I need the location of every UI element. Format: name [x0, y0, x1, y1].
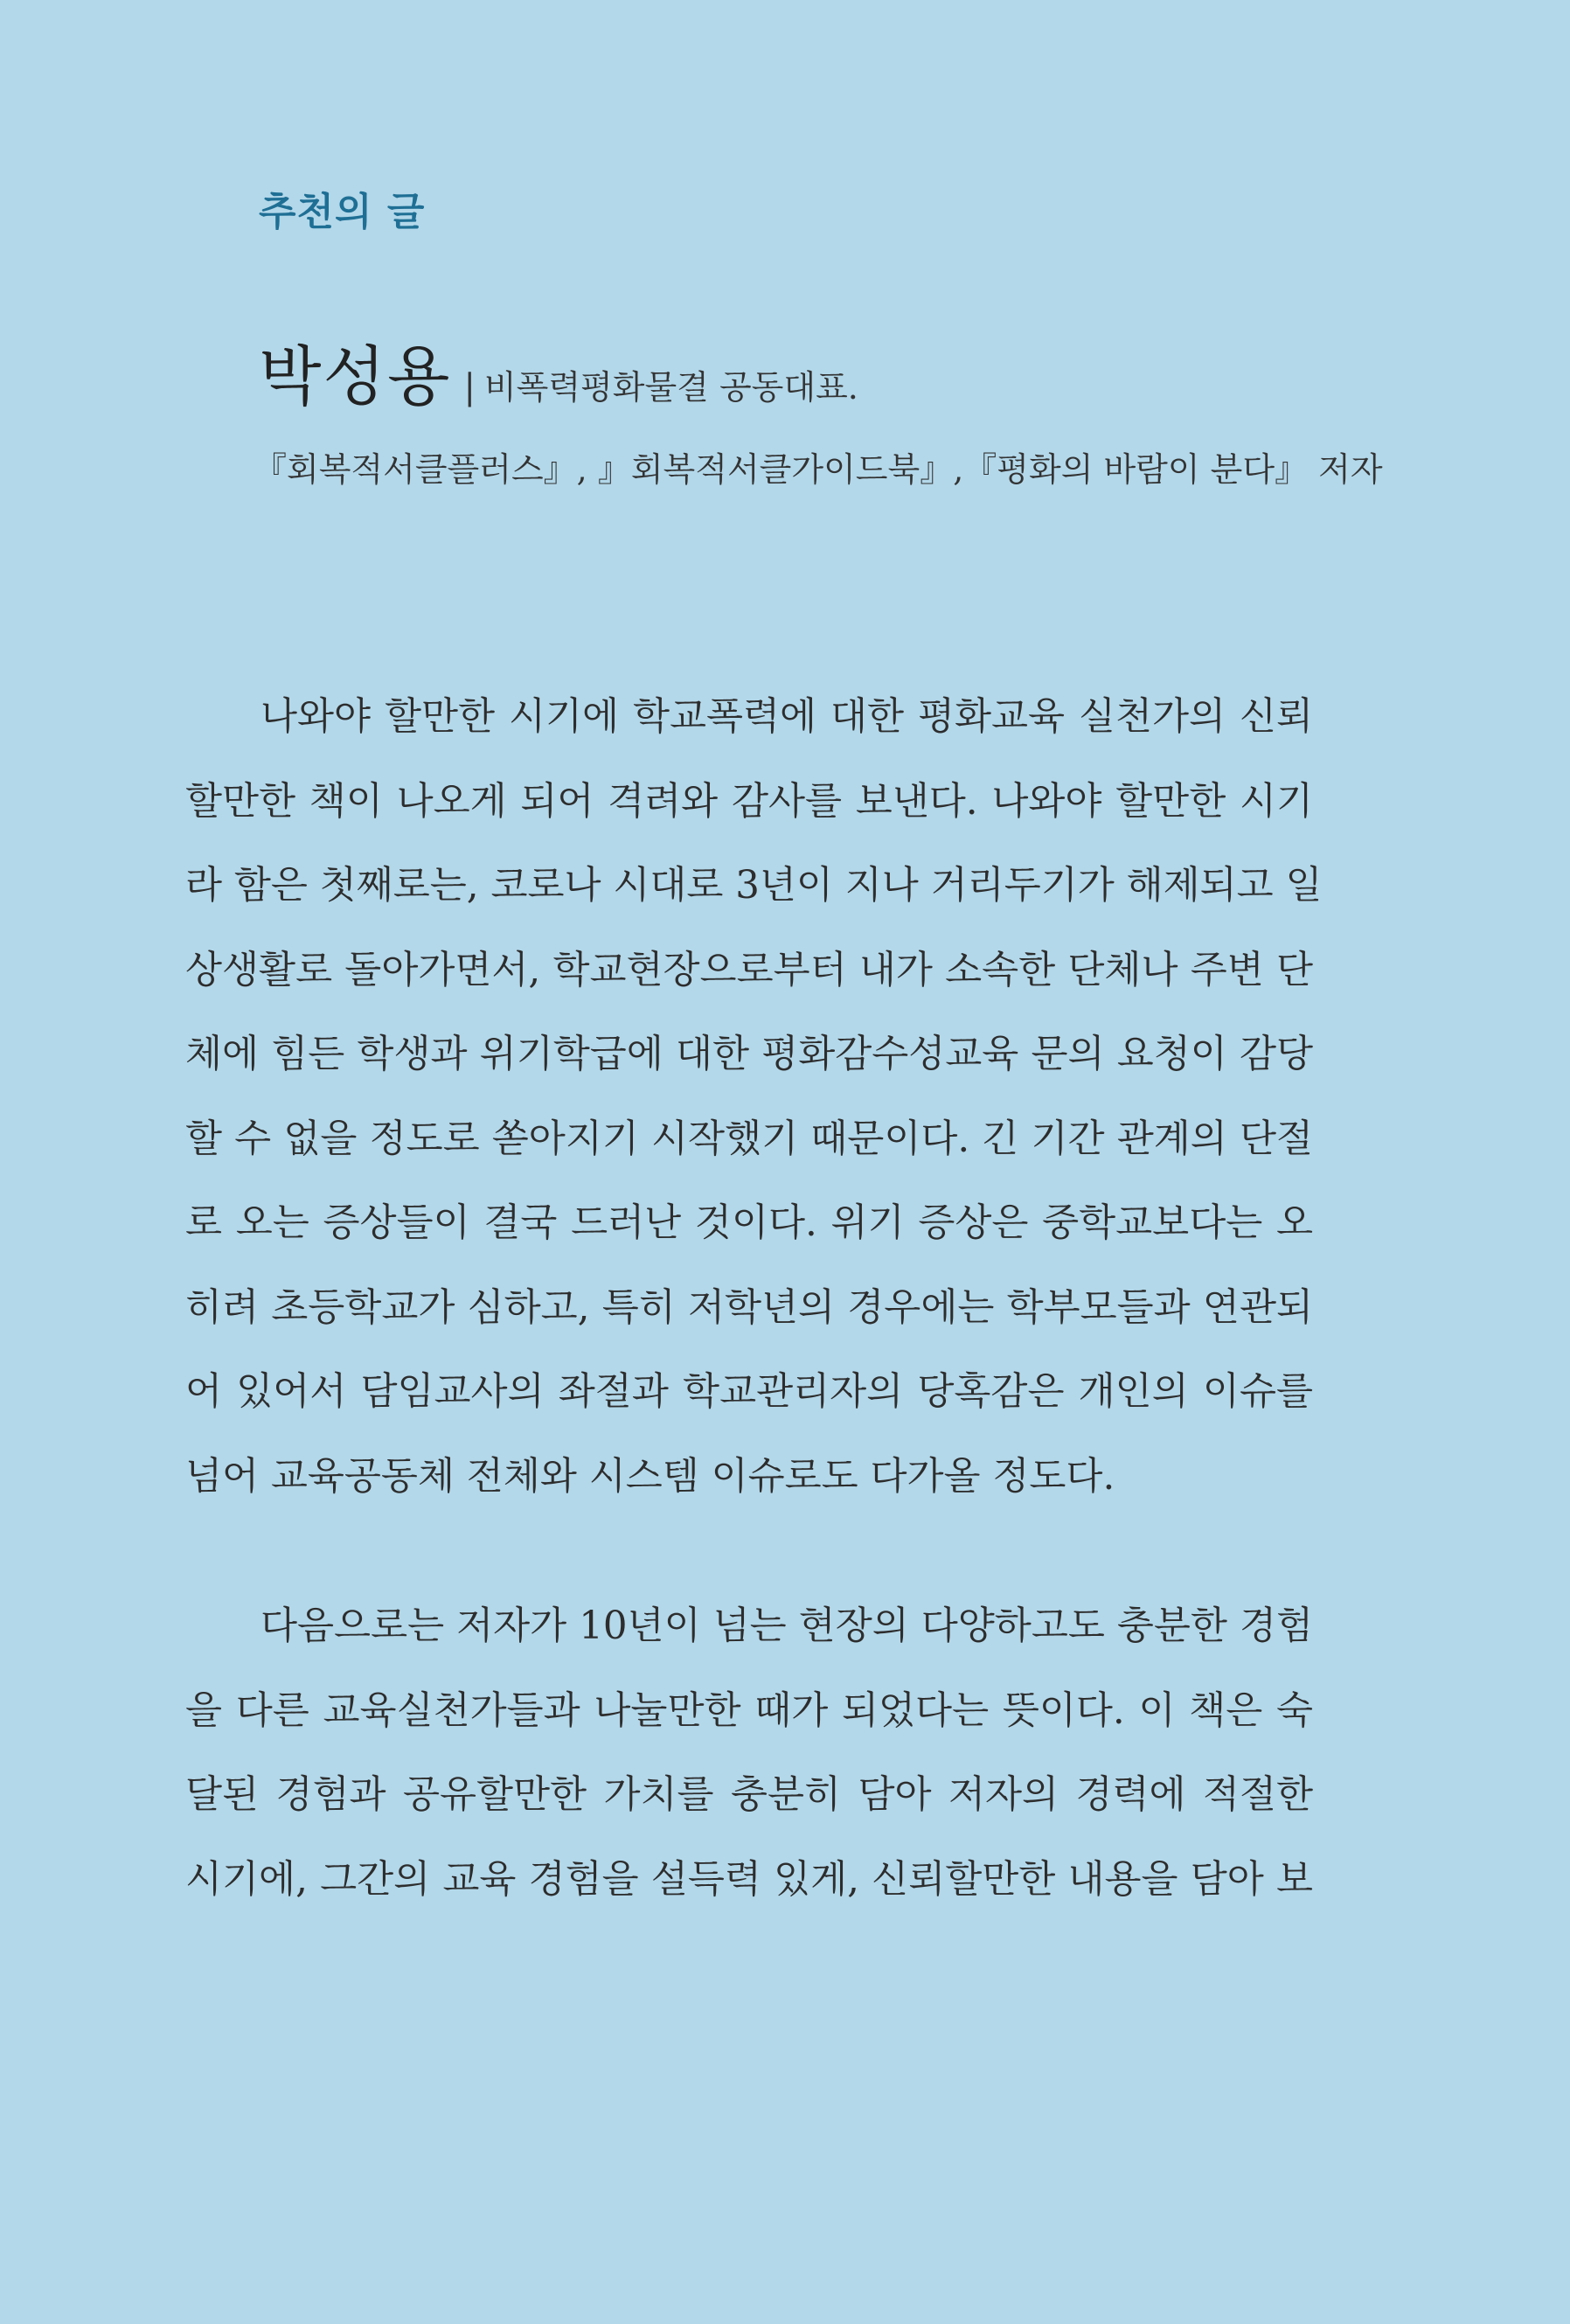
paragraph-line: 다음으로는 저자가 10년이 넘는 현장의 다양하고도 충분한 경험	[261, 1604, 1313, 1648]
paragraph-line: 시기에, 그간의 교육 경험을 설득력 있게, 신뢰할만한 내용을 담아 보	[185, 1857, 1313, 1902]
body-paragraph	[185, 1584, 1313, 1922]
paragraph-line: 을 다른 교육실천가들과 나눌만한 때가 되었다는 뜻이다. 이 책은 숙	[185, 1688, 1313, 1733]
paragraph-line: 상생활로 돌아가면서, 학교현장으로부터 내가 소속한 단체나 주변 단	[185, 948, 1313, 992]
author-line	[259, 325, 858, 418]
paragraph-line: 히려 초등학교가 심하고, 특히 저학년의 경우에는 학부모들과 연관되	[185, 1285, 1313, 1330]
paragraph-line: 로 오는 증상들이 결국 드러난 것이다. 위기 증상은 중학교보다는 오	[185, 1201, 1313, 1245]
author-books: 『회복적서클플러스』, 』회복적서클가이드북』,『평화의 바람이 분다』 저자	[254, 450, 1383, 489]
author-name: 박성용	[259, 339, 452, 414]
paragraph-line: 체에 힘든 학생과 위기학급에 대한 평화감수성교육 문의 요청이 감당	[185, 1033, 1313, 1076]
paragraph-line: 할만한 책이 나오게 되어 격려와 감사를 보낸다. 나와야 할만한 시기	[185, 779, 1313, 824]
author-separator: |	[463, 367, 476, 407]
body-paragraph	[185, 675, 1323, 1519]
paragraph-line: 할 수 없을 정도로 쏟아지기 시작했기 때문이다. 긴 기간 관계의 단절	[185, 1117, 1313, 1161]
paragraph-line: 나와야 할만한 시기에 학교폭력에 대한 평화교육 실천가의 신뢰	[261, 695, 1313, 739]
paragraph-line: 어 있어서 담임교사의 좌절과 학교관리자의 당혹감은 개인의 이슈를	[185, 1370, 1313, 1414]
author-role: 비폭력평화물결 공동대표.	[483, 368, 858, 407]
paragraph-line: 달된 경험과 공유할만한 가치를 충분히 담아 저자의 경력에 적절한	[185, 1773, 1313, 1817]
paragraph-line: 넘어 교육공동체 전체와 시스템 이슈로도 다가올 정도다.	[185, 1454, 1115, 1499]
paragraph-line: 라 함은 첫째로는, 코로나 시대로 3년이 지나 거리두기가 해제되고 일	[185, 864, 1323, 908]
section-label: 추천의 글	[259, 190, 426, 234]
